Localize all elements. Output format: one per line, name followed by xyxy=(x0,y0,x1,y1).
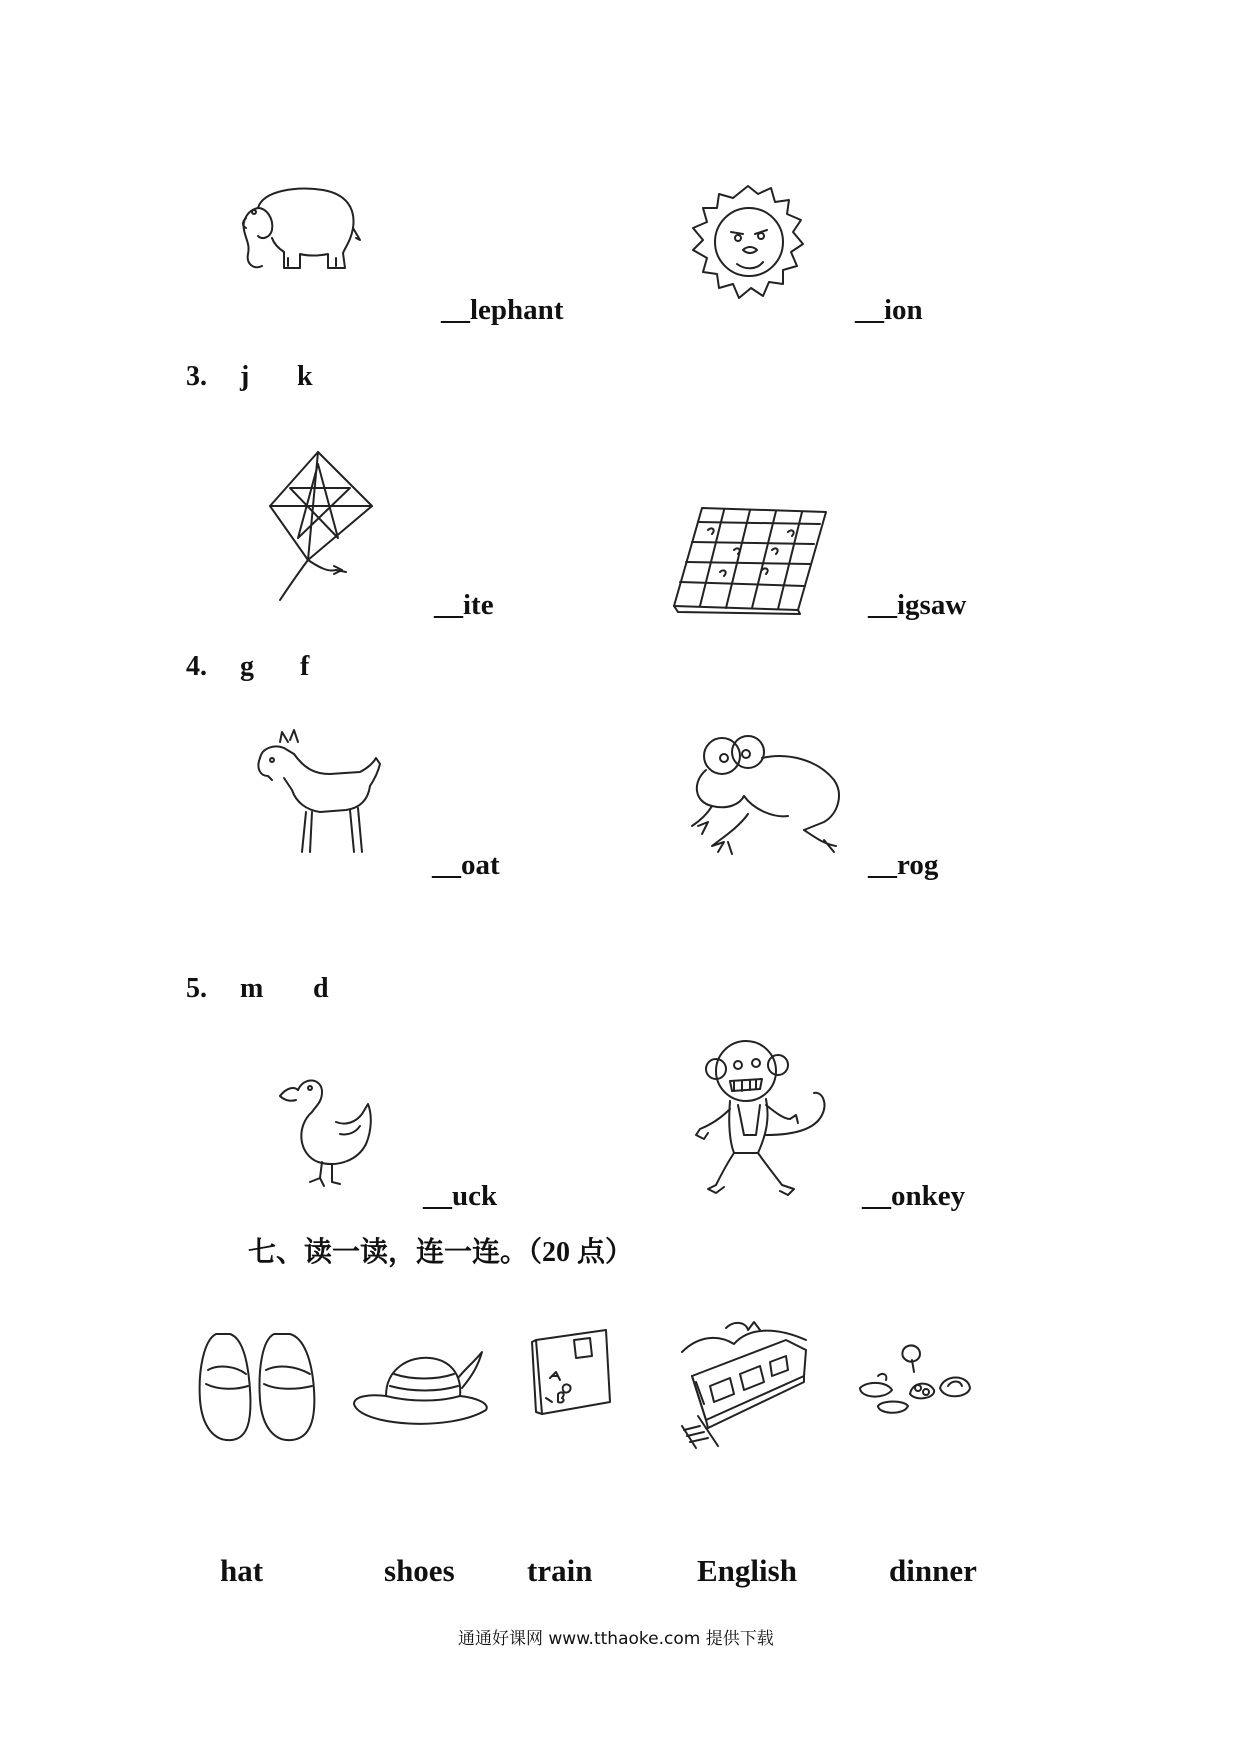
match-word-shoes: shoes xyxy=(384,1553,455,1588)
letter-option: k xyxy=(297,361,313,392)
word-lephant: __lephant xyxy=(441,294,564,326)
match-word-dinner: dinner xyxy=(889,1553,977,1588)
question-number: 4. xyxy=(186,651,207,682)
lion-icon xyxy=(683,178,813,308)
letter-option: m xyxy=(240,973,264,1004)
dinner-icon xyxy=(858,1342,976,1422)
letter-option: g xyxy=(240,651,254,682)
word-rog: __rog xyxy=(868,849,939,881)
question-number: 3. xyxy=(186,361,207,392)
duck-icon xyxy=(276,1070,378,1192)
word-oat: __oat xyxy=(432,849,500,881)
match-word-train: train xyxy=(527,1553,593,1588)
page-footer: 通通好课网 www.tthaoke.com 提供下载 xyxy=(458,1629,774,1649)
book-icon xyxy=(530,1328,616,1416)
match-word-english: English xyxy=(697,1553,797,1588)
monkey-icon xyxy=(694,1035,836,1205)
section-heading: 七、读一读，连一连。（20 点） xyxy=(248,1237,634,1268)
question-number: 5. xyxy=(186,973,207,1004)
jigsaw-icon xyxy=(672,502,828,614)
match-word-hat: hat xyxy=(220,1553,264,1588)
kite-icon xyxy=(268,448,378,606)
letter-option: j xyxy=(240,361,250,392)
frog-icon xyxy=(688,730,844,858)
word-onkey: __onkey xyxy=(862,1180,966,1212)
word-ion: __ion xyxy=(855,294,923,326)
shoes-icon xyxy=(196,1330,320,1446)
letter-option: d xyxy=(313,973,329,1004)
word-igsaw: __igsaw xyxy=(868,589,967,621)
word-ite: __ite xyxy=(434,589,494,621)
hat-icon xyxy=(350,1348,492,1430)
elephant-icon xyxy=(228,178,368,278)
word-uck: __uck xyxy=(423,1180,498,1212)
goat-icon xyxy=(250,728,396,860)
train-icon xyxy=(678,1316,810,1450)
letter-option: f xyxy=(300,651,310,682)
